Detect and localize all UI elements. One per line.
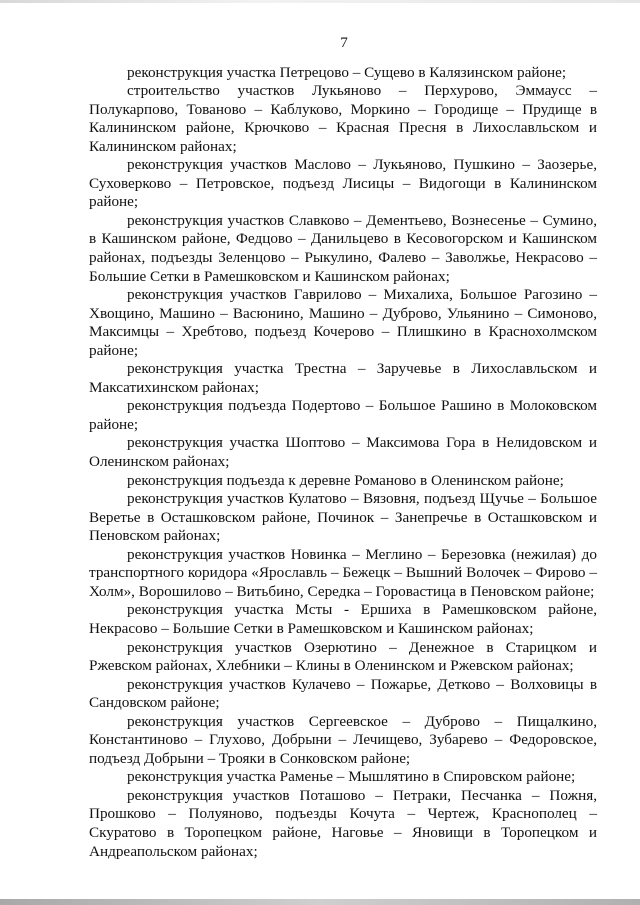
- list-item: реконструкция участков Гаврилово – Михалиха, Большое Рагозино – Хвощино, Машино – Васюнино, Машино – Дуброво, Ульянино – Симоново, Максимцы – Хребтово, подъезд Кочерово – Плишкино в Краснохолмском районе;: [89, 286, 597, 359]
- scan-edge-top: [0, 0, 640, 3]
- list-item: реконструкция участка Петрецово – Сущево в Калязинском районе;: [127, 63, 567, 81]
- list-item: реконструкция подъезда Подертово – Большое Рашино в Молоковском районе;: [89, 397, 597, 433]
- page-number: 7: [340, 34, 348, 51]
- document-page: [89, 34, 597, 861]
- list-item: реконструкция участков Новинка – Меглино – Березовка (нежилая) до транспортного коридора «Ярославль – Бежецк – Вышний Волочек – Фирово – Холм», Ворошилово – Витьбино, Середка – Горовастица в Пеновском районе;: [89, 545, 597, 600]
- list-item: реконструкция участка Шоптово – Максимова Гора в Нелидовском и Оленинском районах;: [89, 434, 597, 471]
- list-item: реконструкция участка Мсты - Ершиха в Рамешковском районе, Некрасово – Большие Сетки в Рамешковском и Кашинском районах;: [89, 601, 597, 637]
- list-item: реконструкция участков Сергеевское – Дуброво – Пищалкино, Константиново – Глухово, Добрыни – Лечищево, Зубарево – Федоровское, подъезд Добрыни – Трояки в Сонковском районе;: [89, 712, 597, 767]
- list-item: реконструкция участков Славково – Дементьево, Вознесенье – Сумино, в Кашинском районе, Федцово – Данильцево в Кесовогорском и Кашинском районах, подъезды Зеленцово – Рыкулино, Фалево – Заволжье, Некрасово – Большие Сетки в Рамешковском и Кашинском районах;: [89, 211, 597, 285]
- list-item: строительство участков Лукьяново – Перхурово, Эммаусс – Полукарпово, Тованово – Каблуково, Моркино – Городище – Прудище в Калининском районе, Крючково – Красная Пресня в Лихославльском и Калининском районах;: [89, 82, 597, 155]
- scan-edge-bottom: [0, 899, 640, 905]
- list-item: реконструкция участков Кулачево – Пожарье, Детково – Волховицы в Сандовском районе;: [89, 675, 597, 712]
- list-item: реконструкция участка Раменье – Мышлятино в Спировском районе;: [127, 768, 576, 786]
- list-item: реконструкция участков Кулатово – Вязовня, подъезд Щучье – Большое Веретье в Осташковском районе, Починок – Занепречье в Осташковском и Пеновском районах;: [89, 490, 597, 545]
- list-item: реконструкция подъезда к деревне Романово в Оленинском районе;: [127, 471, 564, 489]
- list-item: реконструкция участков Поташово – Петраки, Песчанка – Пожня, Прошково – Полуяново, подъезды Кочута – Чертеж, Краснополец – Скуратово в Торопецком районе, Наговье – Яновищи в Торопецком и Андреапольском районах;: [89, 786, 597, 860]
- list-item: реконструкция участков Озерютино – Денежное в Старицком и Ржевском районах, Хлебники – Клины в Оленинском и Ржевском районах;: [89, 638, 597, 675]
- list-item: реконструкция участка Трестна – Заручевье в Лихославльском и Максатихинском районах;: [89, 360, 597, 396]
- list-item: реконструкция участков Маслово – Лукьяново, Пушкино – Заозерье, Суховерково – Петровское, подъезд Лисицы – Видогощи в Калининском районе;: [89, 156, 597, 211]
- document-body: [89, 64, 597, 862]
